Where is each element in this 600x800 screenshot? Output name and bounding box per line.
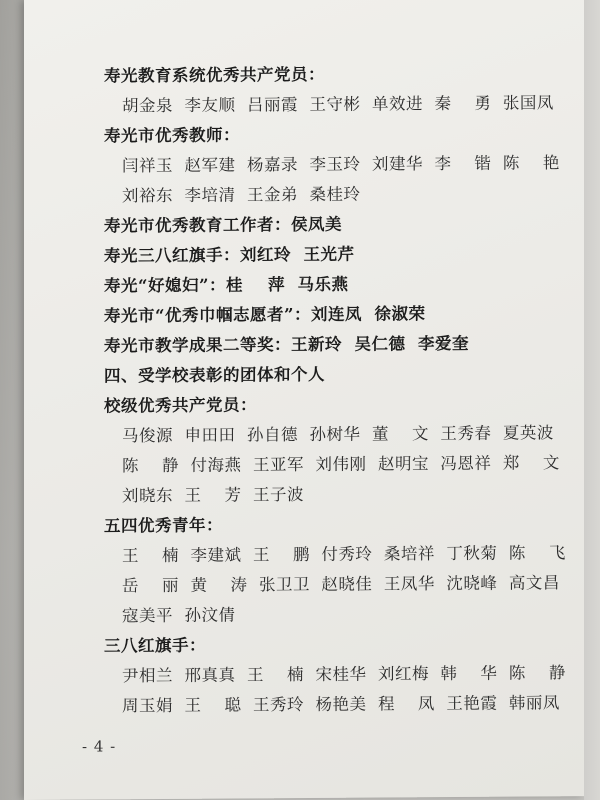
section-heading: 三八红旗手：	[104, 635, 206, 656]
document-body	[104, 58, 564, 721]
name-list-line: 岳 丽 黄 涛 张卫卫 赵晓佳 王凤华 沈晓峰 高文昌	[122, 573, 560, 596]
name-list-line: 马俊源 申田田 孙自德 孙树华 董 文 王秀春 夏英波	[122, 423, 554, 446]
section-heading: 寿光市“优秀巾帼志愿者”：刘连凤 徐淑荣	[104, 304, 426, 326]
section-heading: 五四优秀青年：	[104, 515, 223, 536]
section-heading: 寿光三八红旗手：刘红玲 王光芹	[104, 244, 355, 266]
name-list-line: 周玉娟 王 聪 王秀玲 杨艳美 程 凤 王艳霞 韩丽凤	[122, 693, 560, 716]
name-list-line: 胡金泉 李友顺 吕丽霞 王守彬 单效进 秦 勇 张国凤	[122, 93, 554, 116]
name-list-line: 刘裕东 李培清 王金弟 桑桂玲	[122, 184, 361, 206]
name-list-line: 刘晓东 王 芳 王子波	[122, 485, 304, 506]
page-number: - 4 -	[82, 737, 117, 756]
background-edge	[584, 0, 600, 800]
name-list-line: 寇美平 孙汶倩	[122, 605, 236, 626]
section-heading: 寿光市优秀教师：	[104, 125, 240, 146]
section-heading: 寿光“好媳妇”：桂 萍 马乐燕	[104, 274, 349, 296]
section-heading: 寿光市教学成果二等奖：王新玲 吴仁德 李爱奎	[104, 333, 469, 356]
name-list-line: 闫祥玉 赵军建 杨嘉录 李玉玲 刘建华 李 锴 陈 艳	[122, 153, 560, 176]
section-heading: 寿光市优秀教育工作者：侯凤美	[104, 214, 342, 236]
section-heading: 寿光教育系统优秀共产党员：	[104, 64, 325, 86]
section-heading: 校级优秀共产党员：	[104, 395, 257, 416]
name-list-line: 尹相兰 邢真真 王 楠 宋桂华 刘红梅 韩 华 陈 静	[122, 663, 566, 686]
paper-sheet	[24, 0, 584, 800]
section-heading: 四、受学校表彰的团体和个人	[104, 364, 325, 386]
name-list-line: 王 楠 李建斌 王 鹏 付秀玲 桑培祥 丁秋菊 陈 飞	[122, 543, 566, 566]
name-list-line: 陈 静 付海燕 王亚军 刘伟刚 赵明宝 冯恩祥 郑 文	[122, 453, 560, 476]
